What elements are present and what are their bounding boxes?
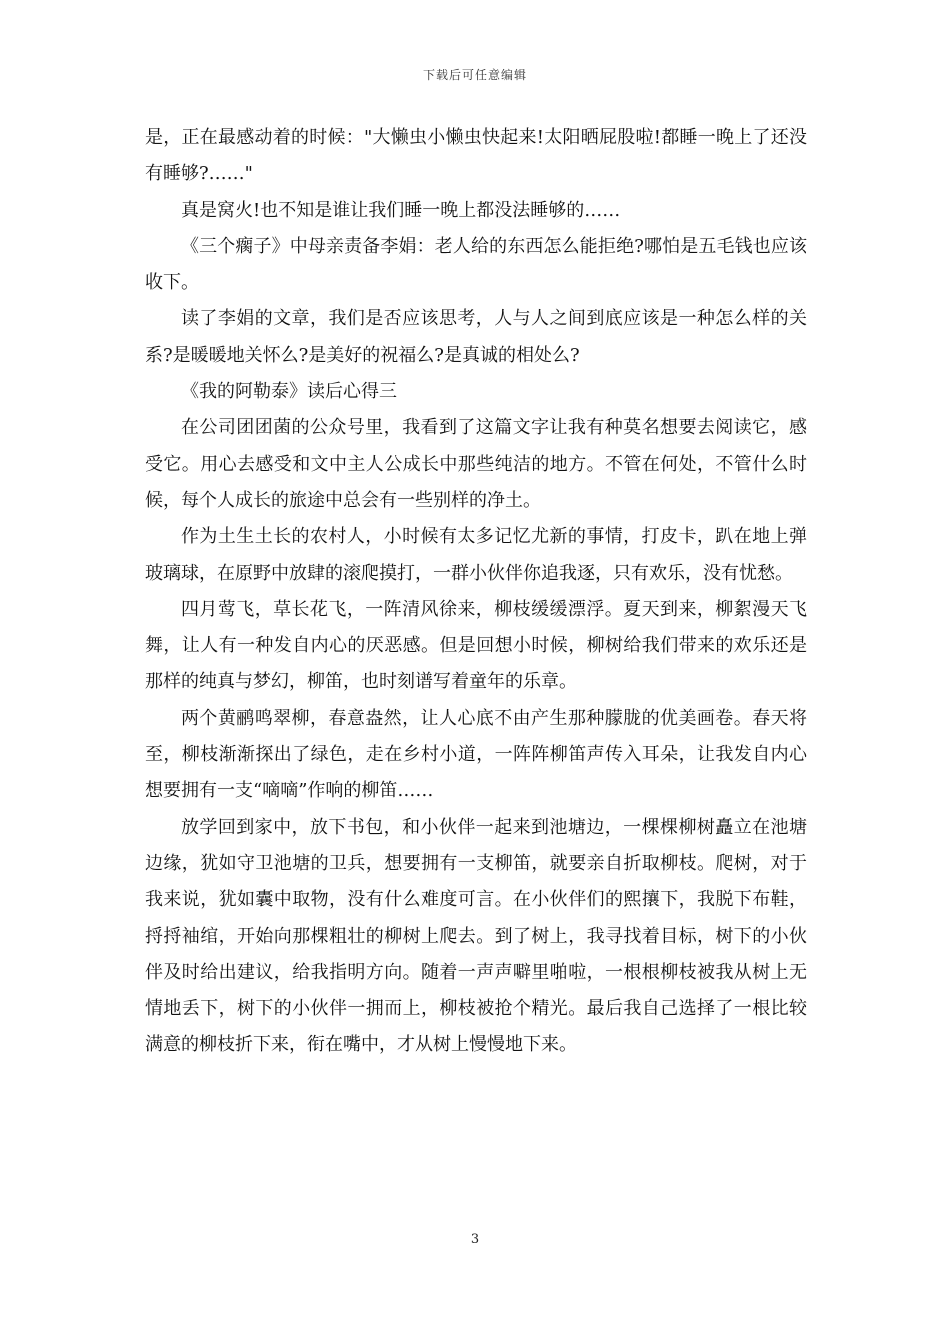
paragraph: 在公司团团菌的公众号里，我看到了这篇文字让我有种莫名想要去阅读它，感受它。用心去感受和文中主人公成长中那些纯洁的地方。不管在何处，不管什么时候，每个人成长的旅途中总会有一些别样的净土。 <box>145 417 807 511</box>
section-title: 《我的阿勒泰》读后心得三 <box>181 381 397 403</box>
paragraph: 真是窝火!也不知是谁让我们睡一晚上都没法睡够的…… <box>181 199 621 221</box>
paragraph: 《三个瘸子》中母亲责备李娟：老人给的东西怎么能拒绝?哪怕是五毛钱也应该收下。 <box>145 235 807 294</box>
paragraph: 放学回到家中，放下书包，和小伙伴一起来到池塘边，一棵棵柳树矗立在池塘边缘，犹如守卫池塘的卫兵，想要拥有一支柳笛，就要亲自折取柳枝。爬树，对于我来说，犹如囊中取物，没有什么难度可言。在小伙伴们的熙攘下，我脱下布鞋，捋捋袖绾，开始向那棵粗壮的柳树上爬去。到了树上，我寻找着目标，树下的小伙伴及时给出建议，给我指明方向。随着一声声噼里啪啦，一根根柳枝被我从树上无情地丢下，树下的小伙伴一拥而上，柳枝被抢个精光。最后我自己选择了一根比较满意的柳枝折下来，衔在嘴中，才从树上慢慢地下来。 <box>145 816 807 1056</box>
page-header: 下载后可任意编辑 <box>422 68 527 82</box>
paragraph-continuation: 是，正在最感动着的时候："大懒虫小懒虫快起来!太阳晒屁股啦!都睡一晚上了还没有睡够?……" <box>145 127 807 185</box>
paragraph: 两个黄鹂鸣翠柳，春意盎然，让人心底不由产生那种朦胧的优美画卷。春天将至，柳枝渐渐探出了绿色，走在乡村小道，一阵阵柳笛声传入耳朵，让我发自内心想要拥有一支“嘀嘀”作响的柳笛…… <box>145 707 807 802</box>
paragraph: 四月莺飞，草长花飞，一阵清风徐来，柳枝缓缓漂浮。夏天到来，柳絮漫天飞舞，让人有一种发自内心的厌恶感。但是回想小时候，柳树给我们带来的欢乐还是那样的纯真与梦幻，柳笛，也时刻谱写着童年的乐章。 <box>145 598 807 693</box>
paragraph: 读了李娟的文章，我们是否应该思考，人与人之间到底应该是一种怎么样的关系?是暖暖地关怀么?是美好的祝福么?是真诚的相处么? <box>145 308 807 366</box>
document-body <box>145 120 807 1064</box>
paragraph: 作为土生土长的农村人，小时候有太多记忆尤新的事情，打皮卡，趴在地上弹玻璃球，在原野中放肆的滚爬摸打，一群小伙伴你追我逐，只有欢乐，没有忧愁。 <box>145 526 807 584</box>
page-number: 3 <box>470 1232 480 1247</box>
